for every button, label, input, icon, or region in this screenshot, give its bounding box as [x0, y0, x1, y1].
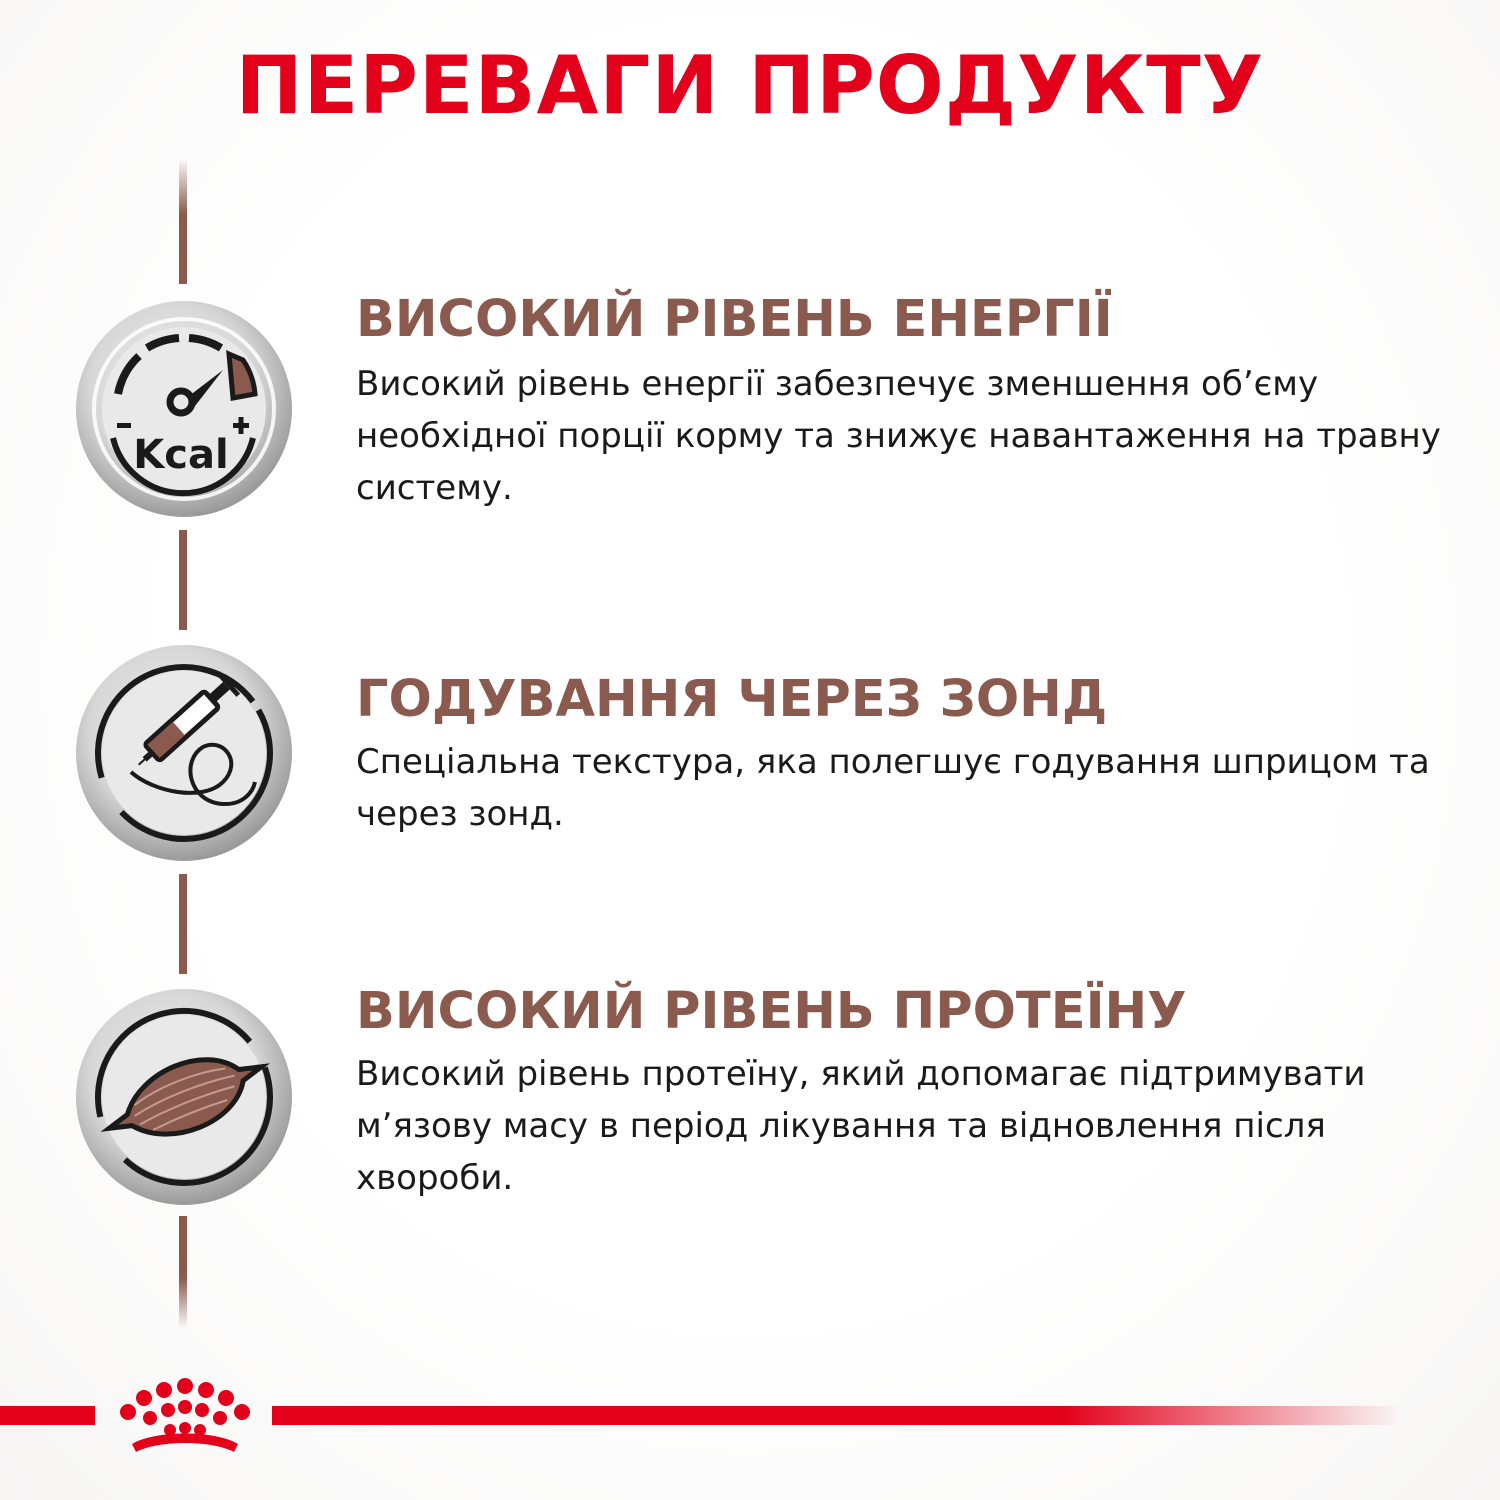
timeline-segment [179, 874, 187, 974]
syringe-tube-icon [73, 642, 295, 864]
benefit-title: ГОДУВАННЯ ЧЕРЕЗ ЗОНД [356, 670, 1108, 729]
footer-line [0, 1406, 95, 1425]
kcal-label: Kcal [133, 432, 229, 478]
timeline-segment [179, 1216, 187, 1328]
benefit-title: ВИСОКИЙ РІВЕНЬ ПРОТЕЇНУ [356, 982, 1187, 1041]
footer-line [272, 1406, 1402, 1425]
timeline-segment [179, 158, 187, 284]
benefit-description: Високий рівень протеїну, який допомагає підтримувати м’язову масу в період лікування та відновлення після хвороби. [356, 1054, 1366, 1198]
benefit-description: Високий рівень енергії забезпечує зменшення об’єму необхідної порції корму та знижує навантаження на травну систему. [356, 364, 1441, 508]
page-title: ПЕРЕВАГИ ПРОДУКТУ [235, 39, 1265, 132]
benefit-description: Спеціальна текстура, яка полегшує годування шприцом та через зонд. [356, 742, 1430, 834]
timeline-segment [179, 530, 187, 630]
kcal-gauge-icon [73, 298, 295, 520]
muscle-icon [73, 986, 295, 1208]
royal-canin-crown-logo [100, 1372, 270, 1462]
benefit-title: ВИСОКИЙ РІВЕНЬ ЕНЕРГІЇ [356, 290, 1113, 349]
